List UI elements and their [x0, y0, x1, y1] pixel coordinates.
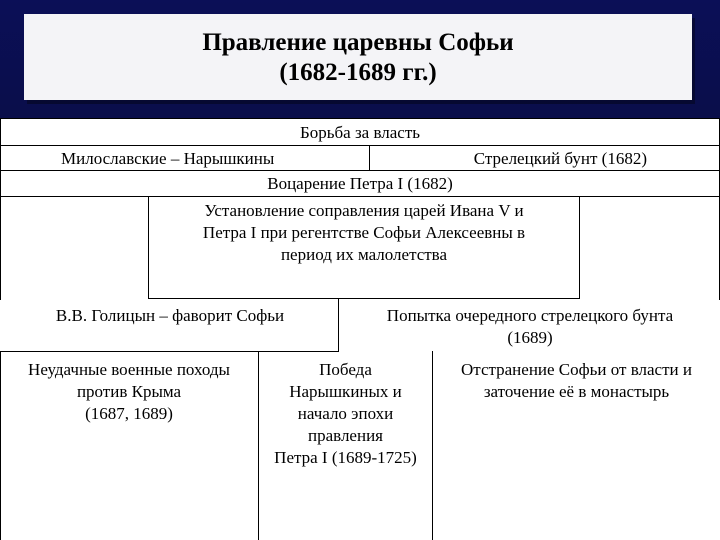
title-line-2: (1682-1689 гг.) — [279, 59, 437, 86]
victory-line-3: начало эпохи — [297, 404, 394, 423]
new-revolt-line-2: (1689) — [507, 328, 553, 347]
removal-line-2: заточение её в монастырь — [483, 382, 670, 401]
co-rule-line-3: период их малолетства — [280, 245, 448, 264]
removal-line-1: Отстранение Софьи от власти и — [461, 360, 692, 379]
miloslavskie-cell — [0, 145, 370, 171]
campaigns-label — [0, 359, 258, 425]
miloslavskie-label: Милославские – Нарышкины — [61, 149, 275, 168]
campaigns-line-2: против Крыма — [76, 382, 182, 401]
title-line-1: Правление царевны Софьи — [202, 29, 514, 56]
campaigns-line-1: Неудачные военные походы — [28, 360, 230, 379]
victory-line-2: Нарышкиных и — [289, 382, 402, 401]
streltsy-label: Стрелецкий бунт (1682) — [473, 149, 647, 168]
struggle-cell — [0, 118, 720, 146]
divider-row5 — [338, 299, 339, 351]
golitsyn-label: В.В. Голицын – фаворит Софьи — [55, 306, 285, 325]
left-border-row4 — [0, 196, 1, 300]
struggle-label: Борьба за власть — [299, 123, 421, 142]
new-revolt-label — [340, 305, 720, 349]
title-box — [24, 14, 692, 100]
victory-line-4: правления — [308, 426, 383, 445]
victory-line-1: Победа — [319, 360, 372, 379]
streltsy-cell — [369, 145, 720, 171]
co-rule-line-1: Установление соправления царей Ивана V и — [204, 201, 524, 220]
victory-line-5: Петра I (1689-1725) — [274, 448, 417, 467]
hline-row6-left — [0, 351, 339, 352]
accession-cell — [0, 170, 720, 197]
removal-label — [433, 359, 720, 403]
campaigns-line-3: (1687, 1689) — [85, 404, 173, 423]
accession-label: Воцарение Петра I (1682) — [267, 174, 453, 193]
victory-label — [258, 359, 433, 469]
co-rule-cell — [148, 196, 580, 299]
new-revolt-line-1: Попытка очередного стрелецкого бунта — [386, 306, 674, 325]
co-rule-line-2: Петра I при регентстве Софьи Алексеевны в — [202, 223, 526, 242]
